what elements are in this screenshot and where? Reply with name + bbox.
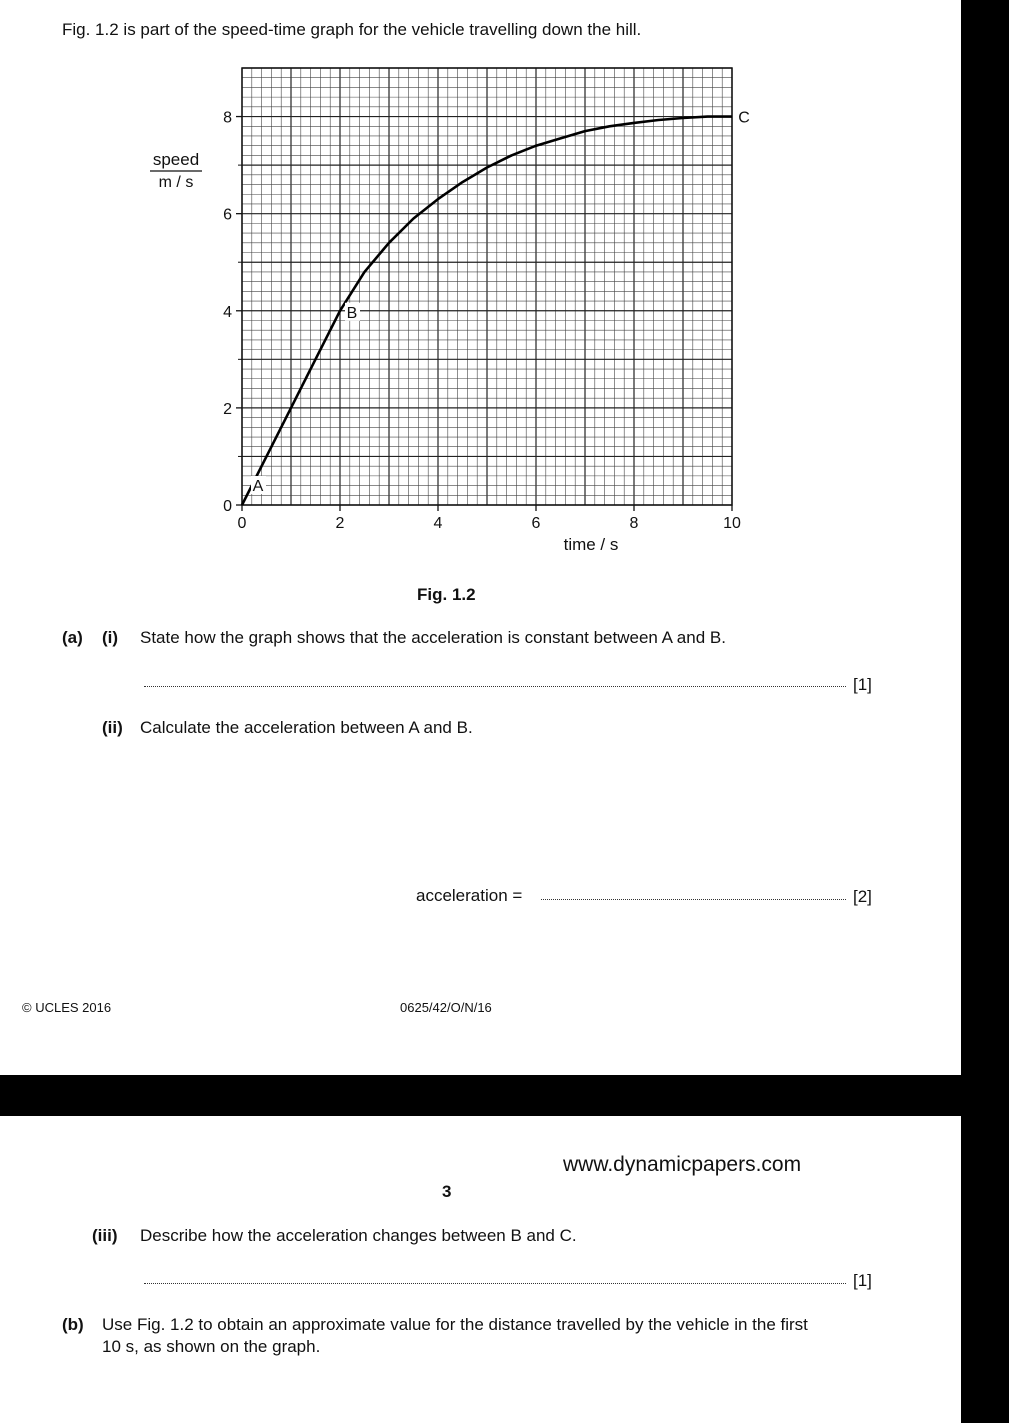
exam-page-2 (0, 1116, 961, 1423)
part-b-line-2: 10 s, as shown on the graph. (102, 1337, 321, 1356)
figure-caption: Fig. 1.2 (417, 585, 476, 604)
part-b-label: (b) (62, 1315, 84, 1334)
x-tick-label: 0 (237, 515, 247, 532)
q2-text: Calculate the acceleration between A and B. (140, 718, 473, 737)
q1-label: (i) (102, 628, 119, 647)
speed-time-graph (130, 60, 770, 560)
q3-answer-line[interactable] (144, 1283, 846, 1284)
q2-marks: [2] (853, 887, 872, 906)
point-label-c: C (738, 109, 750, 127)
q2-answer-line[interactable] (541, 899, 846, 900)
y-tick-label: 8 (223, 109, 232, 127)
y-tick-label: 0 (223, 498, 232, 515)
y-tick-label: 2 (223, 400, 232, 418)
q3-label: (iii) (92, 1226, 118, 1245)
point-label-a: A (252, 478, 264, 495)
q1-text: State how the graph shows that the acceleration is constant between A and B. (140, 628, 726, 647)
q3-text: Describe how the acceleration changes between B and C. (140, 1226, 577, 1245)
point-label-b: B (346, 304, 358, 322)
website-url[interactable]: www.dynamicpapers.com (563, 1153, 802, 1176)
q3-marks: [1] (853, 1271, 872, 1290)
y-axis-label-top: speed (152, 150, 200, 169)
q1-answer-line[interactable] (144, 686, 846, 687)
x-tick-label: 6 (531, 515, 541, 532)
x-axis-label: time / s (563, 535, 619, 554)
x-tick-label: 8 (629, 515, 639, 532)
x-tick-label: 2 (335, 515, 345, 532)
page-number: 3 (442, 1182, 452, 1201)
y-axis-label-bottom: m / s (158, 174, 194, 191)
footer-copyright: © UCLES 2016 (22, 1000, 112, 1015)
graph-grid (242, 68, 732, 505)
q1-marks: [1] (853, 675, 872, 694)
footer-code: 0625/42/O/N/16 (400, 1000, 492, 1015)
part-a-label: (a) (62, 628, 83, 647)
x-tick-label: 4 (433, 515, 443, 532)
x-tick-label: 10 (723, 515, 741, 532)
y-tick-label: 4 (223, 303, 232, 321)
y-tick-label: 6 (223, 206, 232, 224)
part-b-line-1: Use Fig. 1.2 to obtain an approximate value for the distance travelled by the vehicle in the first (102, 1315, 808, 1334)
acceleration-prefix: acceleration = (416, 886, 523, 905)
intro-text: Fig. 1.2 is part of the speed-time graph for the vehicle travelling down the hill. (62, 20, 642, 39)
q2-label: (ii) (102, 718, 123, 737)
